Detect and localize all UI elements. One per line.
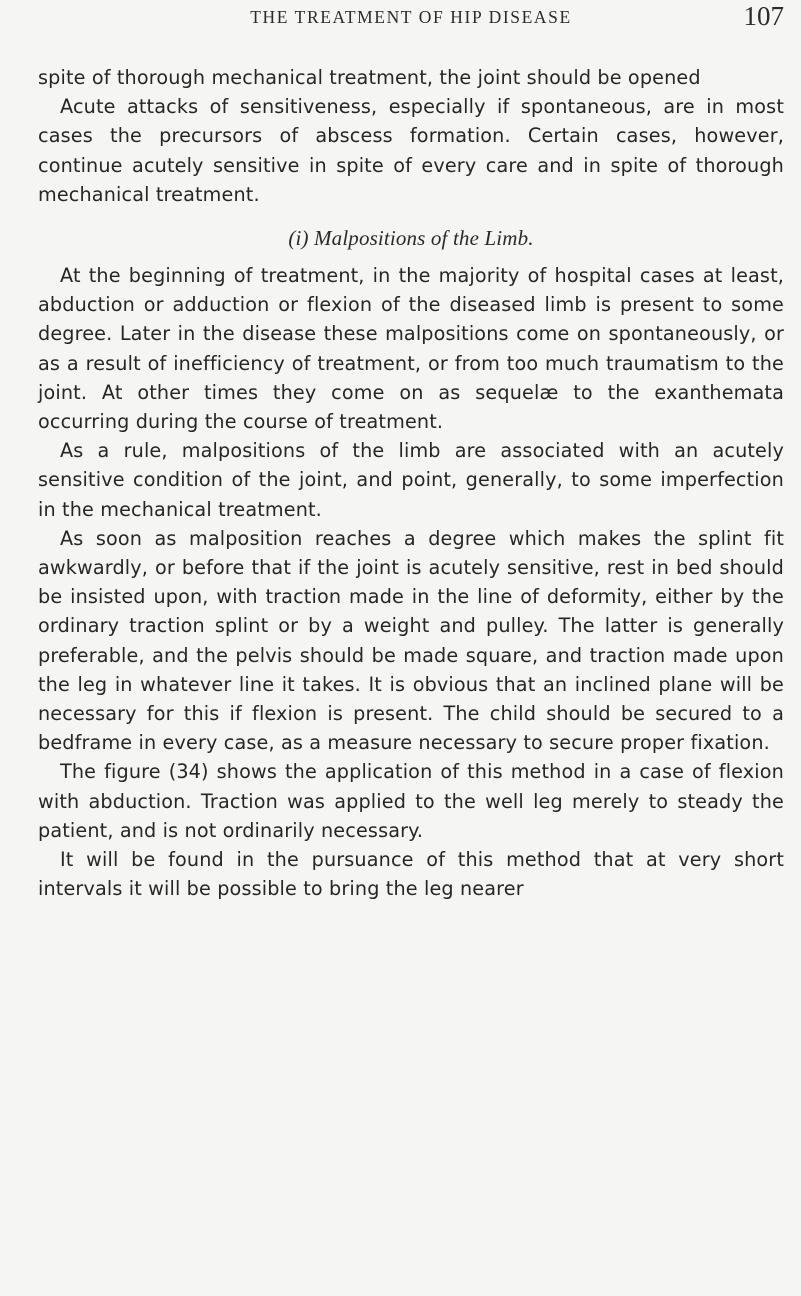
page-number: 107	[743, 1, 784, 31]
paragraph: Acute attacks of sensitiveness, especially if spontaneous, are in most cases the precursors of abscess formation. Certain cases, however, continue acutely sensitive in spite of every care and in spite of thorough mechanical treatment.	[38, 95, 784, 206]
running-head	[38, 0, 784, 40]
paragraph: The figure (34) shows the application of this method in a case of flexion with abduction. Traction was applied to the well leg merely to steady the patient, and is not ordinarily necessary.	[38, 760, 784, 842]
paragraph: As a rule, malpositions of the limb are associated with an acutely sensitive condition of the joint, and point, generally, to some imperfection in the mechanical treatment.	[38, 439, 784, 521]
section-heading: (i) Malpositions of the Limb.	[288, 226, 534, 251]
paragraph: spite of thorough mechanical treatment, the joint should be opened	[38, 66, 701, 89]
book-page	[38, 0, 784, 903]
body-text	[38, 63, 784, 903]
paragraph: As soon as malposition reaches a degree which makes the splint fit awkwardly, or before that if the joint is acutely sensitive, rest in bed should be insisted upon, with traction made in the line of deformity, either by the ordinary traction splint or by a weight and pulley. The latter is generally preferable, and the pelvis should be made square, and traction made upon the leg in whatever line it takes. It is obvious that an inclined plane will be necessary for this if flexion is present. The child should be secured to a bedframe in every case, as a measure necessary to secure proper fixation.	[38, 526, 784, 755]
paragraph: It will be found in the pursuance of this method that at very short intervals it will be possible to bring the leg nearer	[38, 848, 784, 901]
running-head-title: THE TREATMENT OF HIP DISEASE	[250, 7, 572, 27]
paragraph: At the beginning of treatment, in the majority of hospital cases at least, abduction or adduction or flexion of the diseased limb is present to some degree. Later in the disease these malpositions come on spontaneously, or as a result of inefficiency of treatment, or from too much traumatism to the joint. At other times they come on as sequelæ to the exanthemata occurring during the course of treatment.	[38, 264, 784, 434]
